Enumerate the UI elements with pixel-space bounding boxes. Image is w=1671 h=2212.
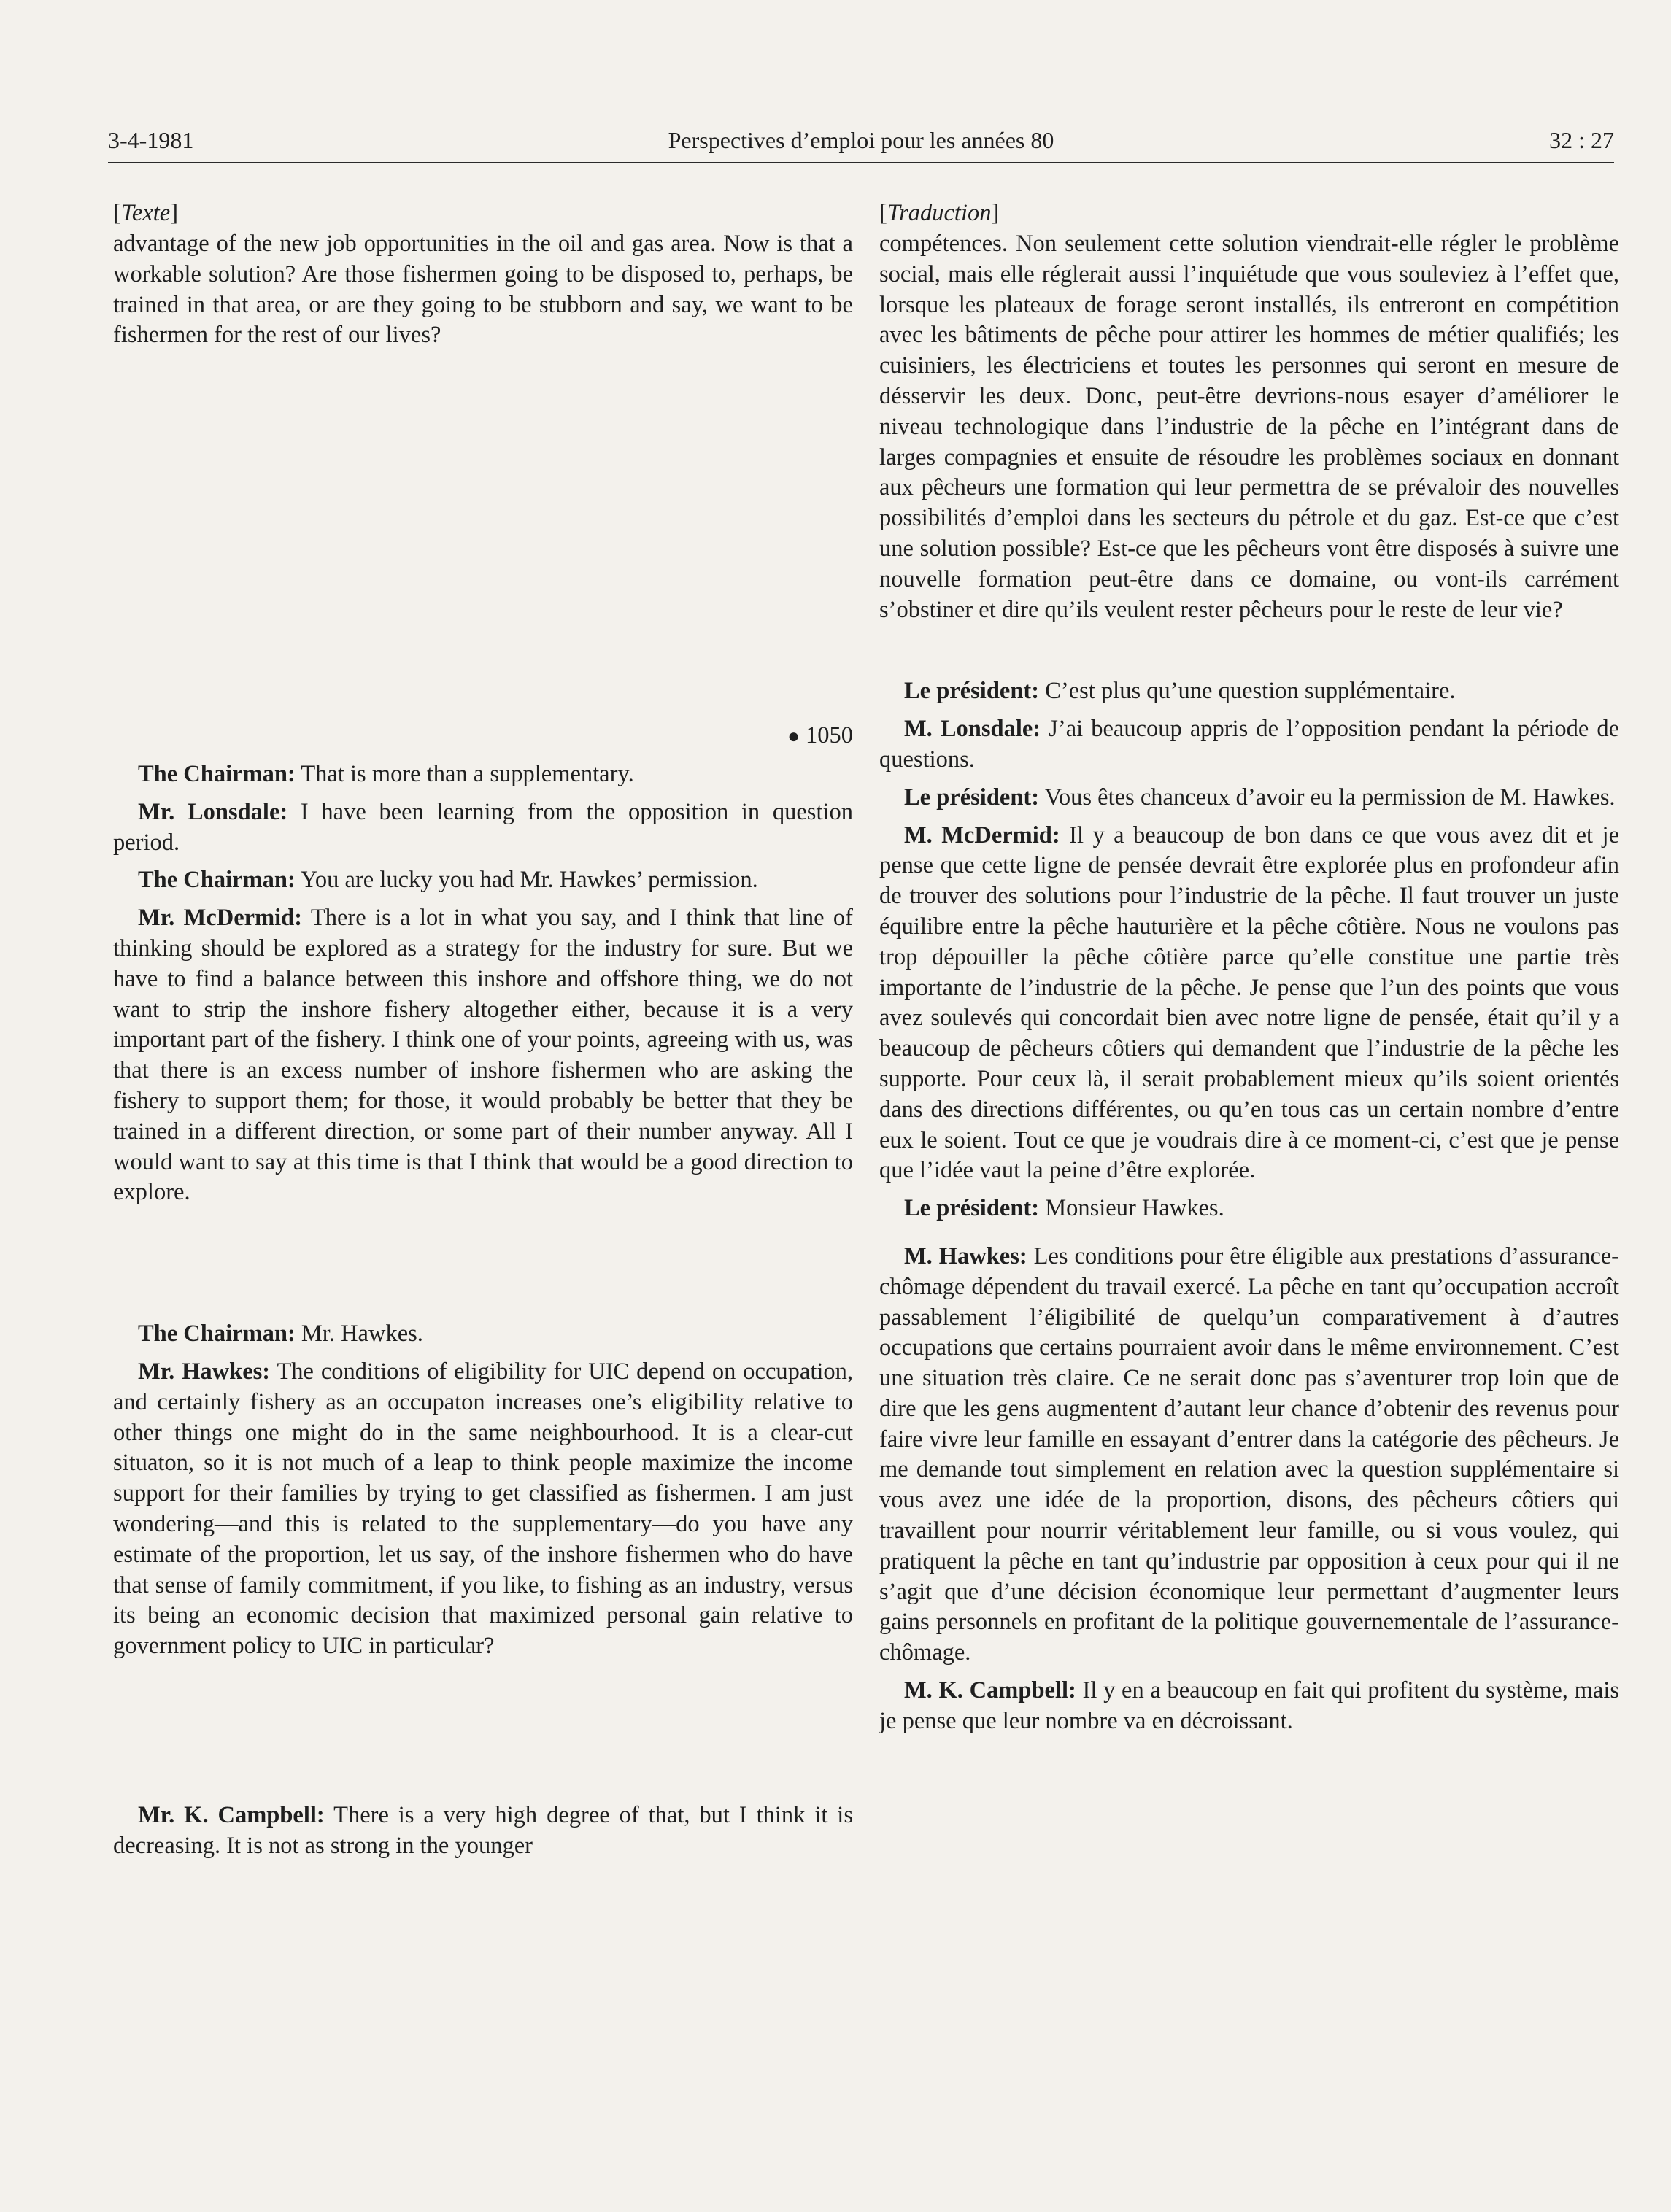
speech-text: There is a lot in what you say, and I think that line of thinking should be explored as a strategy for the industry for sure. But we have to find a balance between this inshore and offshore thing, we do not want to strip the inshore fishery altogether either, because it is a very important part of the fishery. I think one of your points, agreeing with us, was that there is an excess number of inshore fishermen who are asking the fishery to support them; for those, it would probably be better that they be trained in a different direction, or some part of their number anyway. All I would want to say at this time is that I think that would be a good direction to explore. [113,905,854,1206]
speech-paragraph [113,903,853,1208]
speech-paragraph [879,783,1619,813]
time-marker [113,721,853,752]
left-blank-space [113,351,853,721]
speech-paragraph [113,797,853,859]
speech-text: Monsieur Hawkes. [1045,1195,1224,1222]
speech-paragraph [113,1801,853,1862]
running-header [108,125,1614,161]
speaker-name: Mr. Hawkes: [138,1358,271,1385]
speaker-name: The Chairman: [138,1320,296,1347]
speech-text: I have been learning from the opposition in question period. [113,798,854,856]
speaker-name: Le président: [904,784,1040,811]
speaker-name: M. Hawkes: [904,1242,1027,1269]
speaker-name: The Chairman: [138,867,296,894]
left-column-label: [Texte] [113,200,179,226]
speech-text: Il y a beaucoup de bon dans ce que vous avez dit et je pense que cette ligne de pensée devrait être explorée plus en profondeur afin de trouver des solutions pour l’industrie de la pêche. Il faut trouver un juste équilibre entre la pêche hauturière et la pêche côtière. Nous ne voulons pas trop dépouiller la pêche côtière parce qu’elle constitue une partie très importante de l’industrie de la pêche. Je pense que l’un des points que vous avez soulevés qui concordait bien avec notre ligne de pensée, était qu’il y a beaucoup de pêcheurs côtiers qui demandent que l’industrie de la pêche les supporte. Pour ceux là, il serait probablement mieux qu’ils soient orientés dans des directions différentes, ou qu’en tous cas un certain nombre d’entre eux le soient. Tout ce que je voudrais dire à ce moment-ci, c’est que je pense que l’idée vaut la peine d’être explorée. [879,821,1619,1184]
speech-text: There is a very high degree of that, but I think it is decreasing. It is not as strong in the younger [113,1801,853,1859]
left-blank-space [113,1662,853,1801]
speech-text: Vous êtes chanceux d’avoir eu la permission de M. Hawkes. [1044,784,1616,811]
speech-paragraph [879,1676,1619,1737]
header-date: 3-4-1981 [108,127,194,153]
right-opening-text: compétences. Non seulement cette solution viendrait-elle régler le problème social, mais elle réglerait aussi l’inquiétude que vous souleviez à l’effet que, lorsque les plateaux de forage seront installés, ils entreront en compétition avec les bâtiments de pêche pour attirer les hommes de métier qualifiés; les cuisiniers, les électriciens et toutes les personnes qui seront en mesure de désservir les deux. Donc, peut-être devrions-nous esayer d’améliorer le niveau technologique dans l’industrie de la pêche en l’intégrant dans de larges compagnies et ensuite de résoudre les problèmes sociaux en donnant aux pêcheurs une formation qui leur permettra de se prévaloir des nouvelles possibilités d’emploi dans les secteurs du pétrole et du gaz. Est-ce que c’est une solution possible? Est-ce que les pêcheurs vont être disposés à suivre une nouvelle formation peut-être dans ce domaine, ou vont-ils carrément s’obstiner et dire qu’ils veulent rester pêcheurs pour le reste de leur vie? [879,231,1619,623]
speech-text: Mr. Hawkes. [301,1320,423,1347]
right-column-label-text: Traduction [887,200,992,226]
speaker-name: Mr. Lonsdale: [138,798,288,825]
right-blank-space [879,625,1619,676]
time-marker-text: 1050 [806,722,853,749]
speaker-name: The Chairman: [138,760,296,787]
speaker-name: M. McDermid: [904,821,1060,848]
left-column-label-text: Texte [120,200,171,226]
speech-paragraph [879,821,1619,1187]
speech-paragraph [879,676,1619,707]
right-column-label: [Traduction] [879,200,1000,226]
bullet-icon: ● [787,725,800,749]
speech-paragraph [879,1242,1619,1668]
left-blank-space [113,1208,853,1319]
speaker-name: Le président: [904,1195,1040,1222]
right-blank-space [879,1224,1619,1242]
speaker-name: Le président: [904,678,1040,705]
speaker-name: Mr. McDermid: [138,905,303,932]
speech-paragraph [113,1319,853,1350]
speech-paragraph [113,865,853,896]
header-title: Perspectives d’emploi pour les années 80 [668,127,1054,153]
header-rule [108,162,1614,163]
speech-text: Il y en a beaucoup en fait qui profitent du système, mais je pense que leur nombre va en décroissant. [879,1677,1619,1734]
speech-text: J’ai beaucoup appris de l’opposition pendant la période de questions. [879,716,1619,773]
speech-text: You are lucky you had Mr. Hawkes’ permission. [300,867,758,894]
speech-paragraph [113,1357,853,1662]
speech-text: The conditions of eligibility for UIC depend on occupation, and certainly fishery as an occupaton increases one’s eligibility relative to other things one might do in the same neighbourhood. It is a clear-cut situaton, so it is not much of a leap to think people maximize the income support for their families by trying to get classified as fishermen. I am just wondering—and this is related to the supplementary—do you have any estimate of the proportion, let us say, of the inshore fishermen who do have that sense of family commitment, if you like, to fishing as an industry, versus its being an economic decision that maximized personal gain relative to government policy to UIC in particular? [113,1358,853,1660]
left-column [113,197,853,1862]
speech-paragraph [113,759,853,790]
left-opening-text: advantage of the new job opportunities in the oil and gas area. Now is that a workable solution? Are those fishermen going to be disposed to, perhaps, be trained in that area, or are they going to be stubborn and say, we want to be fishermen for the rest of our lives? [113,231,853,349]
header-page-number: 32 : 27 [1549,127,1614,153]
speech-text: Les conditions pour être éligible aux prestations d’assurance-chômage dépendent du travail exercé. La pêche en tant qu’occupation accroît passablement l’éligibilité de quelqu’un comparativement à d’autres occupations que certains pourraient avoir dans le même environnement. C’est une situation très claire. Ce ne serait donc pas s’aventurer trop loin que de dire que les gens augmentent d’autant leur chance d’obtenir des revenus pour faire vivre leur famille en essayant d’entrer dans la catégorie des pêcheurs. Je me demande tout simplement en relation avec la question supplémentaire si vous avez une idée de la proportion, disons, des pêcheurs côtiers qui travaillent pour nourrir véritablement leur famille, ou si vous voulez, qui pratiquent la pêche en tant qu’industrie par opposition à ceux pour qui il ne s’agit que d’une décision économique leur permettant d’augmenter leurs gains personnels en profitant de la politique gouvernementale de l’assurance-chômage. [879,1242,1620,1666]
speaker-name: M. Lonsdale: [904,716,1041,743]
speech-text: C’est plus qu’une question supplémentaire. [1045,678,1456,705]
speaker-name: M. K. Campbell: [904,1677,1076,1704]
speech-paragraph [879,714,1619,776]
speech-paragraph [879,1194,1619,1224]
speech-text: That is more than a supplementary. [301,760,634,787]
right-column [879,197,1619,1737]
speaker-name: Mr. K. Campbell: [138,1801,325,1828]
